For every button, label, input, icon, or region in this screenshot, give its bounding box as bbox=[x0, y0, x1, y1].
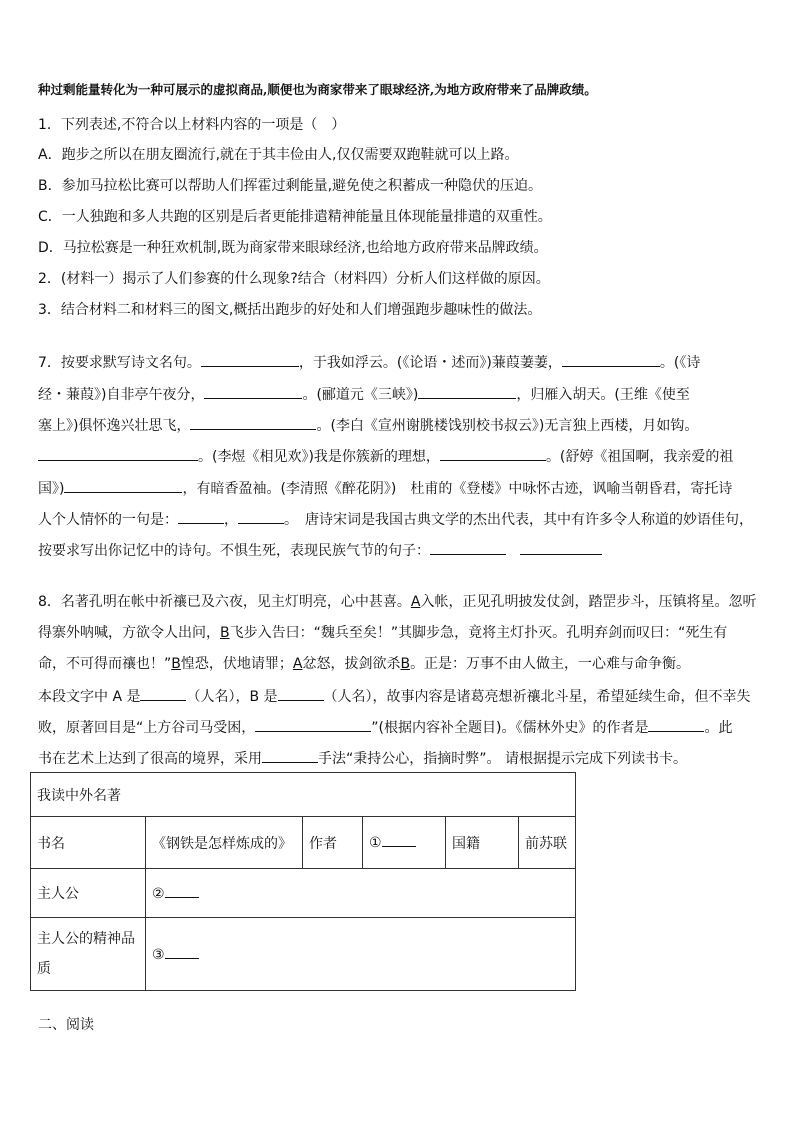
q8-line bbox=[38, 686, 762, 707]
answer-blank[interactable] bbox=[418, 384, 516, 399]
answer-blank[interactable] bbox=[190, 415, 316, 430]
intro-text: 种过剩能量转化为一种可展示的虚拟商品,顺便也为商家带来了眼球经济,为地方政府带来了品牌政绩。 bbox=[38, 82, 597, 97]
country-value: 前苏联 bbox=[519, 817, 576, 869]
q2-text: 2．(材料一）揭示了人们参赛的什么现象?结合（材料四）分析人们这样做的原因。 bbox=[38, 271, 550, 287]
answer-blank[interactable] bbox=[262, 748, 318, 763]
hero-label: 主人公 bbox=[31, 869, 146, 918]
author-cell[interactable] bbox=[363, 817, 446, 869]
answer-blank[interactable] bbox=[382, 834, 416, 847]
section-heading: 二、阅读 bbox=[38, 1017, 94, 1033]
answer-blank[interactable] bbox=[255, 717, 371, 732]
q7-text: ，归雁入胡天。(王维《使至 bbox=[516, 387, 690, 403]
q8-marker: A bbox=[292, 656, 303, 672]
q3-text: 3．结合材料二和材料三的图文,概括出跑步的好处和人们增强跑步趣味性的做法。 bbox=[38, 302, 542, 318]
q7-text: 经・蒹葭》)自非亭午夜分， bbox=[38, 387, 205, 403]
hero-value: ② bbox=[152, 885, 165, 902]
q8-text: （人名），故事内容是诸葛亮想祈禳北斗星，希望延续生命，但不幸失 bbox=[323, 689, 751, 705]
q8-text: ”(根据内容补全题目)。《儒林外史》的作者是 bbox=[371, 720, 649, 736]
q7-text: 塞上》)俱怀逸兴壮思飞， bbox=[38, 418, 191, 434]
answer-blank[interactable] bbox=[165, 946, 199, 959]
hero-cell[interactable] bbox=[146, 869, 576, 918]
q7-text: 国》) bbox=[38, 481, 65, 497]
reading-card-table bbox=[30, 772, 576, 991]
answer-blank[interactable] bbox=[140, 686, 186, 701]
q8-text: （人名），B 是 bbox=[186, 689, 278, 705]
q7-line bbox=[38, 446, 762, 467]
q1-stem: 1．下列表述,不符合以上材料内容的一项是（ ） bbox=[38, 117, 346, 133]
answer-blank[interactable] bbox=[238, 509, 284, 524]
q7-line bbox=[38, 478, 762, 499]
q8-text: 忿怒，拔剑欲杀 bbox=[302, 656, 401, 672]
q8-marker: B bbox=[171, 656, 181, 672]
answer-blank[interactable] bbox=[201, 352, 299, 367]
book-value: 《钢铁是怎样炼成的》 bbox=[146, 817, 303, 869]
q7-line bbox=[38, 384, 762, 405]
author-label: 作者 bbox=[303, 817, 363, 869]
q8-marker: B bbox=[220, 625, 230, 641]
q7-text: 。(郦道元《三峡》) bbox=[302, 387, 419, 403]
q1-option-d: D．马拉松赛是一种狂欢机制,既为商家带来眼球经济,也给地方政府带来品牌政绩。 bbox=[38, 240, 548, 256]
q7-line bbox=[38, 352, 762, 373]
q8-marker: B bbox=[400, 656, 411, 672]
spirit-cell[interactable] bbox=[146, 918, 576, 991]
q7-text: 。(《诗 bbox=[659, 355, 701, 371]
book-label: 书名 bbox=[31, 817, 146, 869]
q8-text: 书在艺术上达到了很高的境界，采用 bbox=[38, 751, 262, 767]
q8-text: 手法“秉持公心，指摘时弊”。 请根据提示完成下列读书卡。 bbox=[318, 751, 687, 767]
q7-line bbox=[38, 509, 762, 530]
answer-blank[interactable] bbox=[278, 686, 324, 701]
answer-blank[interactable] bbox=[440, 446, 546, 461]
q8-marker: A bbox=[410, 594, 421, 610]
q7-text: 。(李煜《相见欢》)我是你簇新的理想， bbox=[198, 449, 440, 465]
q8-text: 8．名著孔明在帐中祈禳已及六夜，见主灯明亮，心中甚喜。 bbox=[38, 594, 411, 610]
answer-blank[interactable] bbox=[562, 352, 660, 367]
q1-option-a: A．跑步之所以在朋友圈流行,就在于其丰俭由人,仅仅需要双跑鞋就可以上路。 bbox=[38, 147, 519, 163]
q8-text: 。此 bbox=[704, 720, 733, 736]
q1-option-c: C．一人独跑和多人共跑的区别是后者更能排遣精神能量且体现能量排遣的双重性。 bbox=[38, 209, 552, 225]
q8-text: 。正是：万事不由人做主，一心难与命争衡。 bbox=[410, 656, 691, 672]
q7-text: 。(李白《宣州谢朓楼饯别校书叔云》)无言独上西楼，月如钩。 bbox=[316, 418, 699, 434]
q8-text: 入帐，正见孔明披发仗剑，踏罡步斗，压镇将星。忽听 bbox=[420, 594, 757, 610]
answer-blank[interactable] bbox=[520, 540, 602, 555]
answer-blank[interactable] bbox=[204, 384, 302, 399]
q7-line bbox=[38, 540, 762, 561]
q7-text: ，于我如浮云。(《论语・述而》)蒹葭萋萋， bbox=[298, 355, 562, 371]
answer-blank[interactable] bbox=[648, 717, 704, 732]
q8-line bbox=[38, 748, 762, 769]
q7-text: ，有暗香盈袖。(李清照《醉花阴》) 杜甫的《登楼》中咏怀古迹，讽喻当朝昏君，寄托诗 bbox=[182, 481, 733, 497]
q8-line bbox=[38, 592, 762, 612]
q8-text: 得寨外呐喊，方欲令人出问， bbox=[38, 625, 220, 641]
answer-blank[interactable] bbox=[38, 446, 198, 461]
q7-text: 。 唐诗宋词是我国古典文学的杰出代表，其中有许多令人称道的妙语佳句， bbox=[284, 512, 753, 528]
q7-text: 7．按要求默写诗文名句。 bbox=[38, 355, 201, 371]
author-value: ① bbox=[369, 835, 382, 851]
q8-text: 惶恐，伏地请罪； bbox=[180, 656, 293, 672]
q8-text: 命，不可得而禳也！” bbox=[38, 656, 172, 672]
answer-blank[interactable] bbox=[178, 509, 224, 524]
answer-blank[interactable] bbox=[64, 478, 182, 493]
q7-text: 人个人情怀的一句是： bbox=[38, 512, 178, 528]
q8-line bbox=[38, 623, 762, 643]
answer-blank[interactable] bbox=[165, 885, 199, 898]
spirit-label: 主人公的精神品质 bbox=[31, 918, 146, 991]
q7-line bbox=[38, 415, 762, 436]
answer-blank[interactable] bbox=[430, 540, 506, 555]
q8-text: 败，原著回目是“上方谷司马受困， bbox=[38, 720, 256, 736]
country-label: 国籍 bbox=[446, 817, 519, 869]
q8-text: 飞步入告曰：“魏兵至矣！”其脚步急，竟将主灯扑灭。孔明弃剑而叹曰：“死生有 bbox=[229, 625, 728, 641]
q7-text: 。(舒婷《祖国啊，我亲爱的祖 bbox=[545, 449, 734, 465]
card-title: 我读中外名著 bbox=[31, 773, 576, 817]
q1-option-b: B．参加马拉松比赛可以帮助人们挥霍过剩能量,避免使之积蓄成一种隐伏的压迫。 bbox=[38, 178, 543, 194]
q8-line bbox=[38, 654, 762, 674]
q8-line bbox=[38, 717, 762, 738]
spirit-value: ③ bbox=[152, 946, 165, 963]
q7-text: ， bbox=[224, 512, 238, 528]
q7-text: 按要求写出你记忆中的诗句。不惧生死，表现民族气节的句子： bbox=[38, 543, 430, 559]
q8-text: 本段文字中 A 是 bbox=[38, 689, 141, 705]
